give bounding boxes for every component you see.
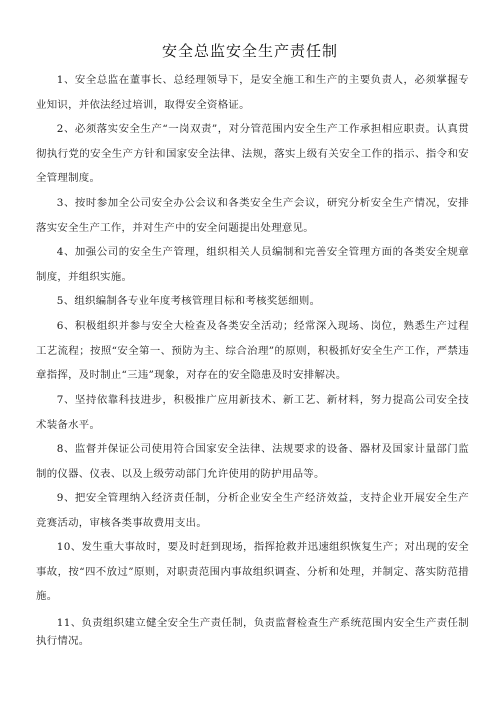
paragraph-4: 4、加强公司的安全生产管理，组织相关人员编制和完善安全管理方面的各类安全规章制度，并组织实施。 bbox=[36, 246, 469, 283]
document-title: 安全总监安全生产责任制 bbox=[161, 42, 338, 60]
paragraph-8: 8、监督并保证公司使用符合国家安全法律、法规要求的设备、器材及国家计量部门监制的仪器、仪表、以及上级劳动部门允许使用的防护用品等。 bbox=[36, 443, 469, 480]
paragraph-10: 10、发生重大事故时，要及时赶到现场，指挥抢救并迅速组织恢复生产；对出现的安全事故，按“四不放过”原则，对职责范围内事故组织调查、分析和处理，并制定、落实防范措施。 bbox=[36, 541, 469, 602]
paragraph-9: 9、把安全管理纳入经济责任制，分析企业安全生产经济效益，支持企业开展安全生产竞赛活动，审核各类事故费用支出。 bbox=[36, 492, 469, 529]
paragraph-1: 1、安全总监在董事长、总经理领导下，是安全施工和生产的主要负责人，必须掌握专业知识，并依法经过培训，取得安全资格证。 bbox=[36, 74, 469, 111]
paragraph-3: 3、按时参加全公司安全办公会议和各类安全生产会议，研究分析安全生产情况，安排落实安全生产工作，并对生产中的安全问题提出处理意见。 bbox=[36, 197, 469, 234]
paragraph-6: 6、积极组织并参与安全大检查及各类安全活动；经常深入现场、岗位，熟悉生产过程工艺流程；按照“安全第一、预防为主、综合治理”的原则，积极抓好安全生产工作，严禁违章指挥，及时制止“三违”现象，对存在的安全隐患及时安排解决。 bbox=[36, 320, 469, 381]
paragraph-5: 5、组织编制各专业年度考核管理目标和考核奖惩细则。 bbox=[56, 295, 321, 307]
paragraph-7: 7、坚持依靠科技进步，积极推广应用新技术、新工艺、新材料，努力提高公司安全技术装备水平。 bbox=[36, 394, 469, 431]
paragraph-2: 2、必须落实安全生产“一岗双责”，对分管范围内安全生产工作承担相应职责。认真贯彻执行党的安全生产方针和国家安全法律、法规，落实上级有关安全工作的指示、指令和安全管理制度。 bbox=[36, 123, 469, 184]
paragraph-11: 11、负责组织建立健全安全生产责任制，负责监督检查生产系统范围内安全生产责任制执行情况。 bbox=[36, 617, 469, 647]
